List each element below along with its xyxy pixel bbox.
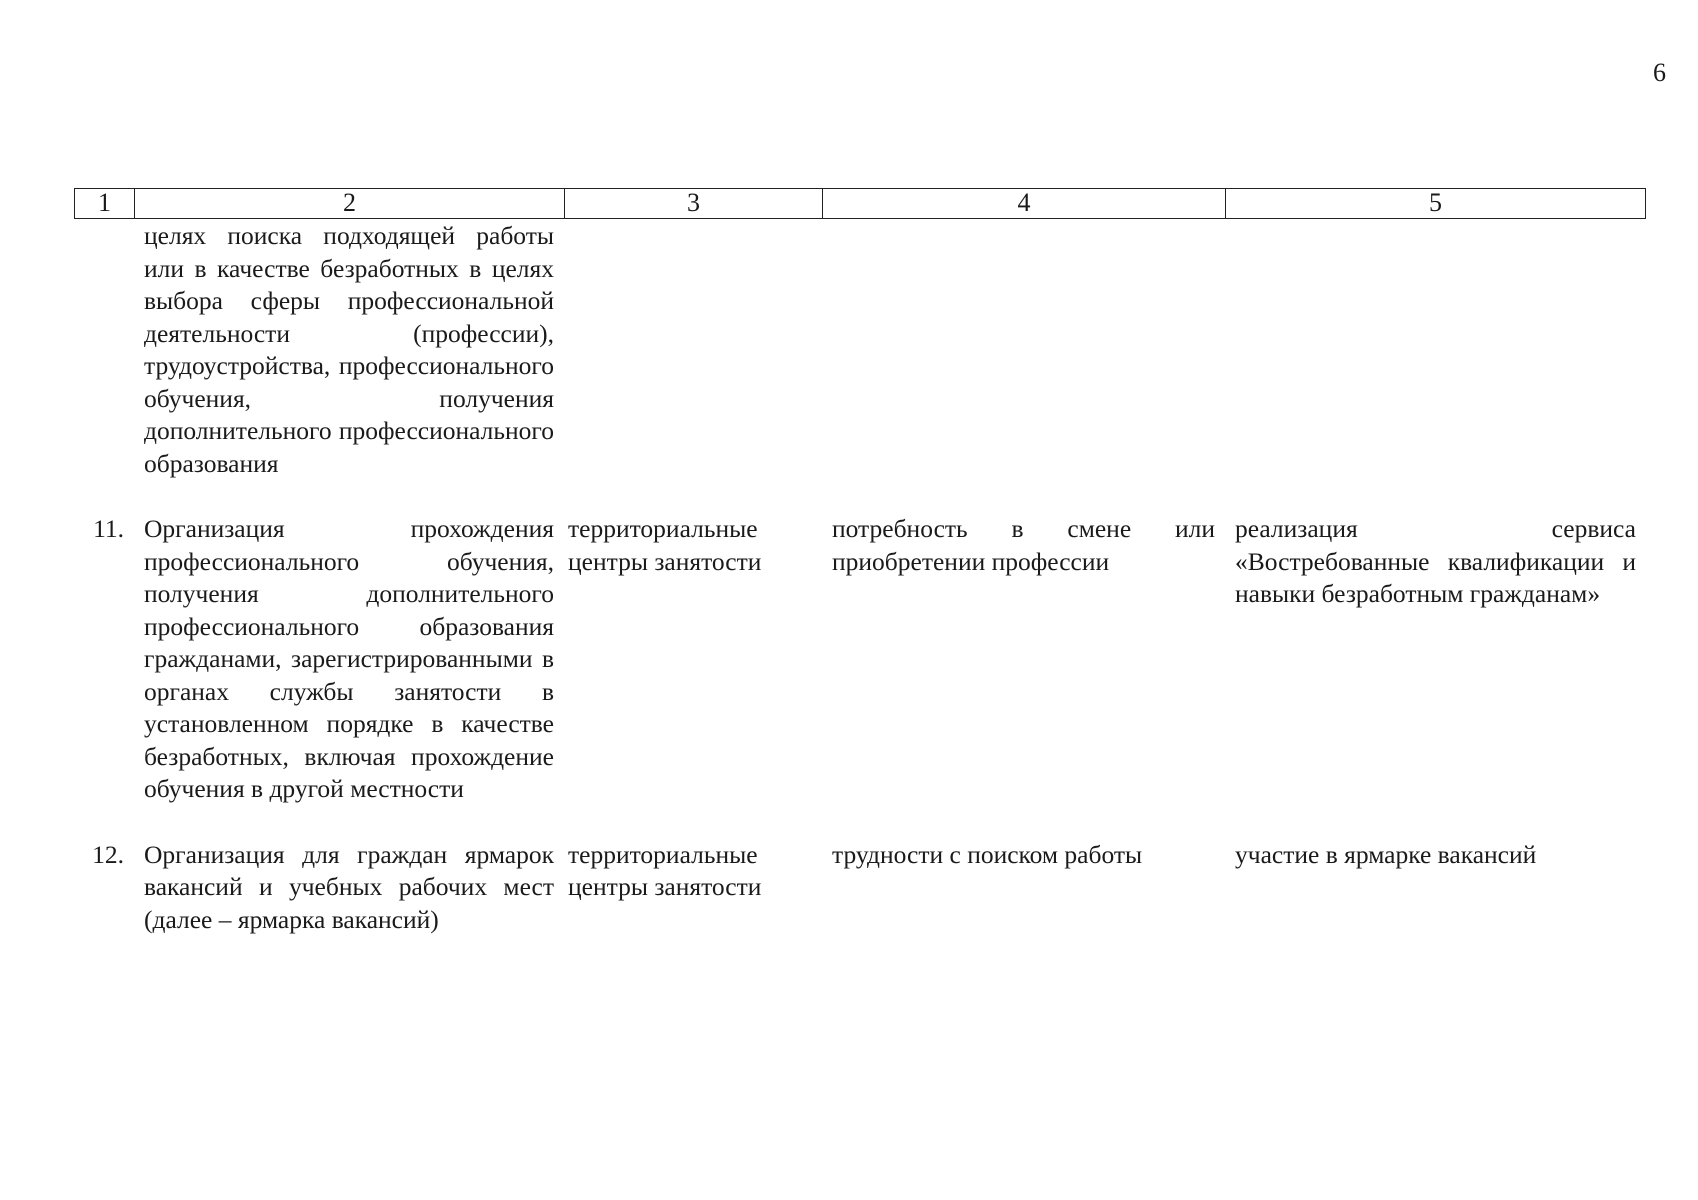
service-name: целях поиска подходящей работы или в качестве безработных в целях выбора сферы профессиональной деятельности (профессии), трудоустройства, профессионального обучения, получения дополнительного профессионального образования bbox=[144, 221, 554, 478]
executor: территориальные центры занятости bbox=[568, 839, 762, 901]
executor bbox=[568, 220, 806, 480]
table-row bbox=[74, 839, 1646, 937]
row-number bbox=[74, 220, 134, 480]
table-header-cell-1: 1 bbox=[75, 189, 135, 218]
life-situation: потребность в смене или приобретении профессии bbox=[832, 514, 1215, 576]
table-header-cell-4: 4 bbox=[823, 189, 1226, 218]
table-body bbox=[74, 220, 1646, 936]
table-row bbox=[74, 220, 1646, 480]
result: реализация сервиса «Востребованные квалификации и навыки безработным гражданам» bbox=[1235, 514, 1636, 608]
result: участие в ярмарке вакансий bbox=[1235, 839, 1537, 869]
table-header-cell-5: 5 bbox=[1429, 188, 1442, 217]
table-header-cell-2: 2 bbox=[135, 189, 565, 218]
row-number: 12. bbox=[92, 839, 124, 869]
service-name: Организация для граждан ярмарок вакансий и учебных рабочих мест (далее – ярмарка вакансий) bbox=[144, 839, 554, 934]
result bbox=[1235, 220, 1636, 480]
table-row bbox=[74, 513, 1646, 806]
executor: территориальные центры занятости bbox=[568, 514, 762, 576]
life-situation: трудности с поиском работы bbox=[832, 839, 1143, 869]
service-name: Организация прохождения профессионального обучения, получения дополнительного профессионального образования гражданами, зарегистрированными в органах службы занятости в установленном порядке в качестве безработных, включая прохождение обучения в другой местности bbox=[144, 514, 554, 803]
life-situation bbox=[832, 220, 1215, 480]
row-number: 11. bbox=[93, 514, 124, 543]
page-number: 6 bbox=[1653, 58, 1666, 87]
table-header-row bbox=[74, 188, 1646, 219]
table-header-cell-3: 3 bbox=[565, 189, 823, 218]
